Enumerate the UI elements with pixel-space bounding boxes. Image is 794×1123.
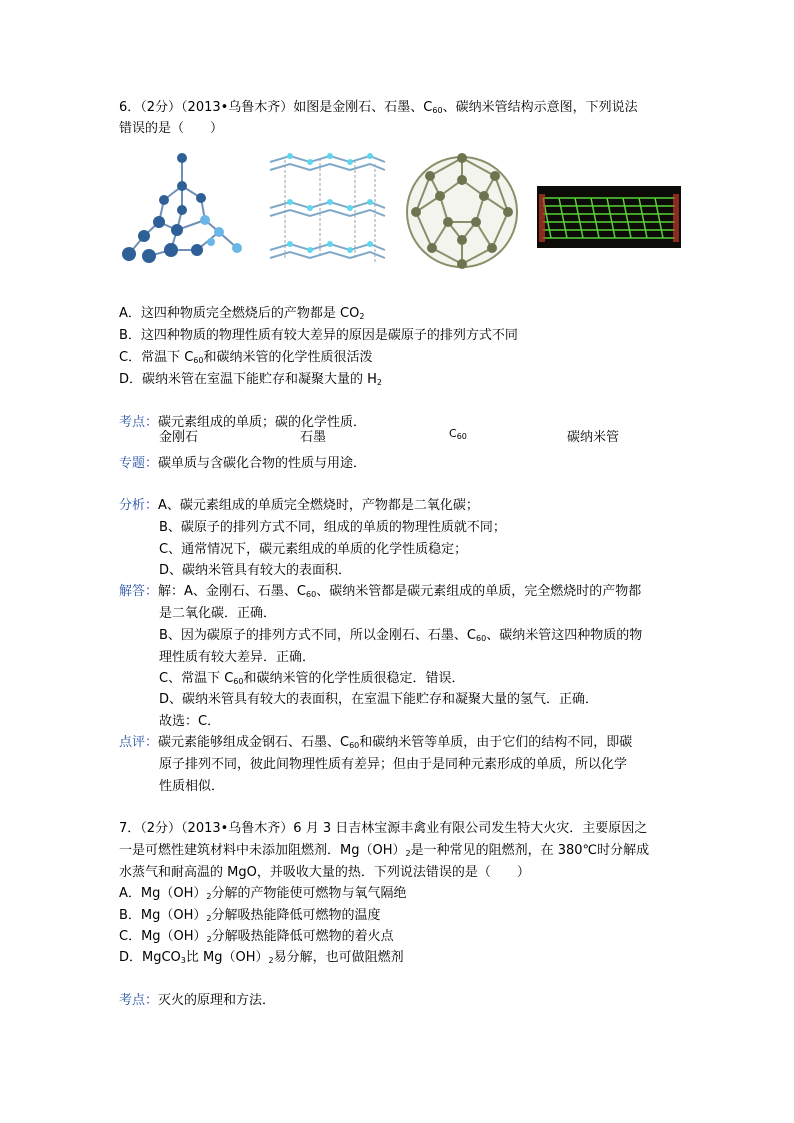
- q7-stem-line3: 水蒸气和耐高温的 MgO，并吸收大量的热．下列说法错误的是（ ）: [119, 865, 530, 880]
- q6-jieda-line6: D、碳纳米管具有较大的表面积，在室温下能贮存和凝聚大量的氢气．正确．: [159, 692, 599, 707]
- q6-option-d: D．碳纳米管在室温下能贮存和凝聚大量的 $H_2$: [119, 372, 383, 387]
- q6-stem-line2: 错误的是（ ）: [119, 121, 224, 136]
- q6-zhuanti: 专题：碳单质与含碳化合物的性质与用途．: [119, 456, 367, 471]
- q6-option-c: C．常温下 $C_{60}$和碳纳米管的化学性质很活泼: [119, 350, 373, 365]
- q6-stem-line1: [119, 98, 638, 121]
- q6-dianping: 点评：碳元素能够组成金钢石、石墨、$C_{60}$和碳纳米管等单质，由于它们的结构不同，即碳: [119, 735, 633, 750]
- q7-kaodian: 考点：灭火的原理和方法．: [119, 993, 276, 1008]
- q6-fenxi-c: C、通常情况下，碳元素组成的单质的化学性质稳定；: [159, 542, 468, 557]
- graphite-structure-image: [265, 150, 390, 270]
- q7-stem-line2: 一是可燃性建筑材料中未添加阻燃剂．$Mg(OH)_2$是一种常见的阻燃剂，在 380℃时分解成: [119, 843, 650, 858]
- caption-nanotube: 碳纳米管: [567, 430, 620, 445]
- q6-jieda-line2: 是二氧化碳．正确．: [159, 606, 277, 621]
- q6-stem-part2: 、碳纳米管结构示意图，下列说法: [442, 100, 638, 115]
- c60-structure-image: [400, 150, 525, 275]
- q6-jieda-line7: 故选：C．: [159, 714, 221, 729]
- q6-stem-part1: 6．（2分）（2013•乌鲁木齐）如图是金刚石、石墨、C: [119, 100, 433, 115]
- q6-stem-sub: 60: [432, 106, 443, 115]
- caption-c60: $C_{60}$: [449, 427, 467, 441]
- q6-fenxi-d: D、碳纳米管具有较大的表面积．: [159, 563, 352, 578]
- q7-option-d: D．MgCO$_3$比 $Mg(OH)_2$易分解，也可做阻燃剂: [119, 950, 404, 965]
- q6-fenxi: 分析：A、碳元素组成的单质完全燃烧时，产物都是二氧化碳；: [119, 498, 479, 513]
- caption-diamond: 金刚石: [159, 430, 199, 445]
- q7-option-b: B．$Mg(OH)_2$分解吸热能降低可燃物的温度: [119, 908, 381, 923]
- nanotube-structure-image: [537, 186, 681, 248]
- q6-jieda-line5: C、常温下 $C_{60}$和碳纳米管的化学性质很稳定．错误．: [159, 671, 465, 686]
- q6-dianping-line3: 性质相似．: [159, 779, 225, 794]
- q6-dianping-line2: 原子排列不同，彼此间物理性质有差异；但由于是同种元素形成的单质，所以化学: [159, 757, 628, 772]
- q6-fenxi-b: B、碳原子的排列方式不同，组成的单质的物理性质就不同；: [159, 520, 506, 535]
- q6-jieda: 解答：解：A、金刚石、石墨、$C_{60}$、碳纳米管都是碳元素组成的单质，完全燃烧时的产物都: [119, 584, 642, 599]
- q7-option-a: A．$Mg(OH)_2$分解的产物能使可燃物与氧气隔绝: [119, 886, 407, 901]
- q6-jieda-line3: B、因为碳原子的排列方式不同，所以金刚石、石墨、$C_{60}$、碳纳米管这四种物质的物: [159, 628, 643, 643]
- q7-stem-line1: 7．（2分）（2013•乌鲁木齐）6 月 3 日吉林宝源丰禽业有限公司发生特大火灾．主要原因之: [119, 821, 648, 836]
- q6-option-b: B．这四种物质的物理性质有较大差异的原因是碳原子的排列方式不同: [119, 328, 518, 343]
- caption-graphite: 石墨: [300, 430, 327, 445]
- q6-option-a: A．这四种物质完全燃烧后的产物都是 $CO_2$: [119, 306, 365, 321]
- q6-kaodian: 考点：碳元素组成的单质；碳的化学性质．: [119, 415, 367, 430]
- q6-jieda-line4: 理性质有较大差异．正确．: [159, 650, 316, 665]
- q7-option-c: C．$Mg(OH)_2$分解吸热能降低可燃物的着火点: [119, 929, 394, 944]
- diamond-structure-image: [119, 150, 249, 270]
